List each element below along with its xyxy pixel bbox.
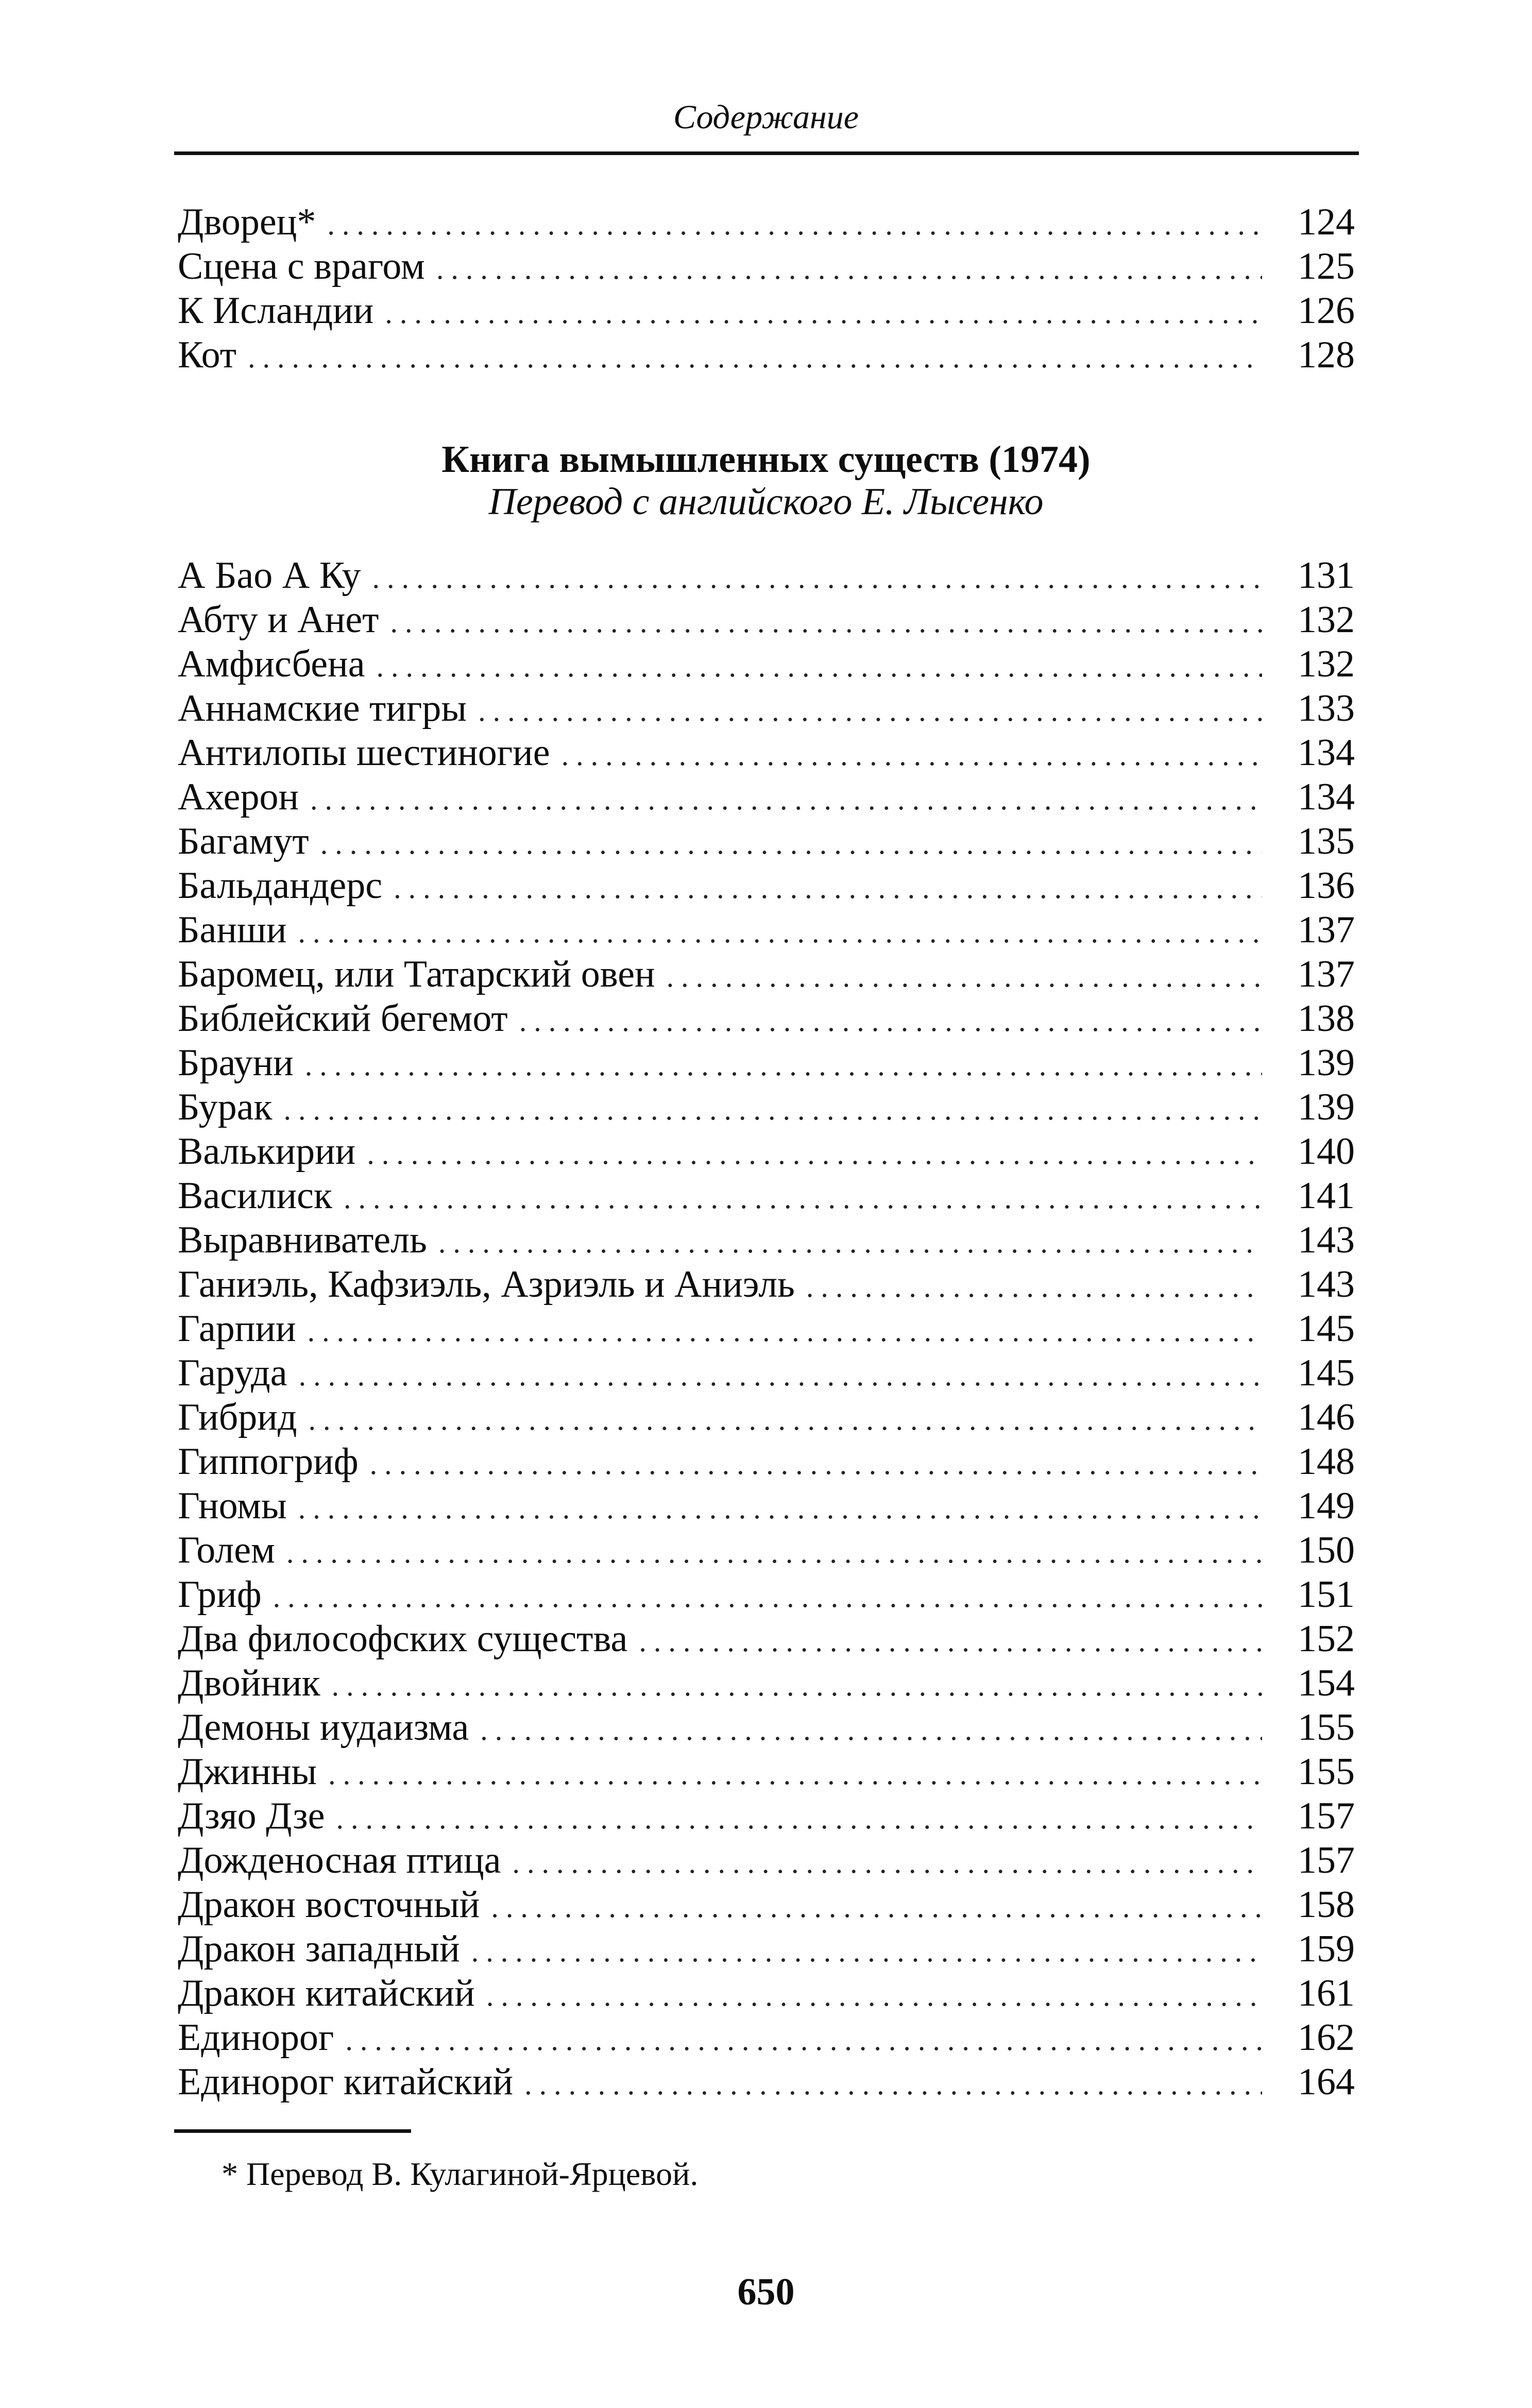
toc-entry-page: 157 xyxy=(1298,1795,1355,1837)
toc-entry xyxy=(178,1794,1355,1838)
toc-entry xyxy=(178,1705,1355,1750)
toc-entry-title: Дракон восточный xyxy=(178,1884,480,1926)
toc-entry-title: Дракон западный xyxy=(178,1928,460,1970)
toc-entry xyxy=(178,1041,1355,1085)
toc-entry-page: 154 xyxy=(1298,1662,1355,1704)
toc-entry-title: Ахерон xyxy=(178,776,299,818)
toc-leader-dots xyxy=(328,1752,1262,1796)
toc-leader-dots xyxy=(480,1708,1262,1752)
section-heading: Книга вымышленных существ (1974) xyxy=(441,438,1091,481)
toc-entry-title: Амфисбена xyxy=(178,643,365,685)
toc-entry-title: Дракон китайский xyxy=(178,1972,475,2014)
toc-leader-dots xyxy=(308,1398,1262,1442)
toc-entry-title: Дожденосная птица xyxy=(178,1839,501,1881)
toc-leader-dots xyxy=(519,999,1262,1043)
toc-entry-page: 146 xyxy=(1298,1396,1355,1438)
toc-entry-title: Гибрид xyxy=(178,1396,297,1438)
toc-entry xyxy=(178,996,1355,1041)
toc-entry-title: Сцена с врагом xyxy=(178,245,425,287)
toc-entry-title: Демоны иудаизма xyxy=(178,1706,469,1749)
toc-leader-dots xyxy=(286,1531,1262,1575)
toc-entry xyxy=(178,1307,1355,1351)
toc-entry xyxy=(178,1750,1355,1794)
toc-entry-title: Валькирии xyxy=(178,1130,356,1173)
running-head: Содержание xyxy=(673,98,859,136)
toc-entry-page: 133 xyxy=(1298,687,1355,730)
toc-leader-dots xyxy=(491,1885,1262,1929)
toc-leader-dots xyxy=(394,866,1262,910)
toc-entry-page: 128 xyxy=(1298,334,1355,376)
toc-leader-dots xyxy=(308,1309,1262,1353)
toc-leader-dots xyxy=(390,600,1262,645)
toc-entry-page: 149 xyxy=(1298,1485,1355,1527)
toc-entry-page: 145 xyxy=(1298,1352,1355,1394)
toc-leader-dots xyxy=(436,247,1262,291)
toc-entry-title: Голем xyxy=(178,1529,275,1571)
toc-entry xyxy=(178,1129,1355,1174)
toc-entry xyxy=(178,1218,1355,1262)
toc-entry xyxy=(178,775,1355,819)
toc-leader-dots xyxy=(299,1353,1262,1398)
toc-entry-title: Баромец, или Татарский овен xyxy=(178,953,655,995)
toc-entry-title: Двойник xyxy=(178,1662,320,1704)
toc-entry-title: Брауни xyxy=(178,1042,294,1084)
toc-entry-title: Два философских существа xyxy=(178,1618,628,1660)
toc-leader-dots xyxy=(320,822,1262,866)
toc-leader-dots xyxy=(248,335,1262,380)
toc-entry xyxy=(178,1617,1355,1661)
toc-entry-page: 150 xyxy=(1298,1529,1355,1571)
toc-entry xyxy=(178,1927,1355,1971)
toc-entry xyxy=(178,819,1355,863)
toc-leader-dots xyxy=(370,1442,1262,1486)
page-number: 650 xyxy=(737,2271,795,2313)
toc-entry-page: 159 xyxy=(1298,1928,1355,1970)
toc-leader-dots xyxy=(377,645,1262,689)
toc-entry xyxy=(178,1971,1355,2015)
toc-entry xyxy=(178,1085,1355,1129)
toc-entry-title: Багамут xyxy=(178,820,309,862)
toc-entry-page: 161 xyxy=(1298,1972,1355,2014)
toc-entry xyxy=(178,333,1355,377)
toc-leader-dots xyxy=(305,1043,1262,1088)
toc-leader-dots xyxy=(298,1486,1262,1531)
toc-entry-title: Банши xyxy=(178,909,287,951)
toc-entry xyxy=(178,244,1355,289)
toc-entry xyxy=(178,908,1355,952)
toc-entry-page: 132 xyxy=(1298,599,1355,641)
toc-entry xyxy=(178,1174,1355,1218)
footnote-rule xyxy=(174,2129,411,2133)
toc-entry-title: Гномы xyxy=(178,1485,287,1527)
toc-entry-page: 155 xyxy=(1298,1751,1355,1793)
toc-entry-page: 134 xyxy=(1298,776,1355,818)
toc-entry-page: 140 xyxy=(1298,1130,1355,1173)
toc-entry-page: 155 xyxy=(1298,1706,1355,1749)
toc-entry xyxy=(178,2060,1355,2104)
toc-entry-page: 139 xyxy=(1298,1042,1355,1084)
toc-entry-title: Дворец* xyxy=(178,201,316,243)
toc-entry-page: 137 xyxy=(1298,909,1355,951)
toc-entry xyxy=(178,598,1355,642)
toc-entry-page: 145 xyxy=(1298,1308,1355,1350)
toc-entry xyxy=(178,1883,1355,1927)
toc-entry-page: 138 xyxy=(1298,997,1355,1040)
toc-entry-title: Единорог xyxy=(178,2016,334,2059)
toc-entry-page: 137 xyxy=(1298,953,1355,995)
toc-leader-dots xyxy=(385,291,1262,335)
toc-entry xyxy=(178,642,1355,686)
toc-leader-dots xyxy=(283,1088,1262,1132)
toc-entry-title: Кот xyxy=(178,334,237,376)
toc-entry-page: 124 xyxy=(1298,201,1355,243)
toc-leader-dots xyxy=(336,1796,1263,1841)
toc-entry xyxy=(178,863,1355,908)
toc-entry xyxy=(178,553,1355,598)
toc-leader-dots xyxy=(310,777,1262,822)
toc-leader-dots xyxy=(513,1841,1262,1885)
toc-entry xyxy=(178,1351,1355,1395)
toc-entry-page: 151 xyxy=(1298,1573,1355,1616)
toc-entry-title: Библейский бегемот xyxy=(178,997,508,1040)
toc-entry-title: Ганиэль, Кафзиэль, Азриэль и Аниэль xyxy=(178,1263,795,1305)
toc-entry xyxy=(178,1661,1355,1705)
toc-leader-dots xyxy=(273,1575,1262,1619)
toc-entry-page: 143 xyxy=(1298,1219,1355,1261)
header-rule xyxy=(174,151,1359,155)
toc-leader-dots xyxy=(438,1220,1262,1265)
toc-entry-page: 162 xyxy=(1298,2016,1355,2059)
toc-entry-page: 139 xyxy=(1298,1086,1355,1128)
toc-entry-title: Дзяо Дзе xyxy=(178,1795,325,1837)
toc-entry xyxy=(178,731,1355,775)
section-subheading: Перевод с английского Е. Лысенко xyxy=(488,481,1044,523)
toc-entry-page: 135 xyxy=(1298,820,1355,862)
toc-leader-dots xyxy=(471,1929,1262,1974)
toc-entry xyxy=(178,289,1355,333)
toc-leader-dots xyxy=(561,733,1262,777)
toc-list-bottom xyxy=(178,553,1355,2104)
toc-entry-page: 152 xyxy=(1298,1618,1355,1660)
toc-entry-page: 131 xyxy=(1298,554,1355,597)
toc-entry xyxy=(178,686,1355,731)
toc-entry-page: 164 xyxy=(1298,2061,1355,2103)
toc-leader-dots xyxy=(298,910,1262,955)
toc-leader-dots xyxy=(486,1974,1262,2018)
toc-entry-title: Абту и Анет xyxy=(178,599,379,641)
toc-leader-dots xyxy=(524,2062,1262,2107)
toc-entry xyxy=(178,1484,1355,1528)
toc-entry-page: 134 xyxy=(1298,732,1355,774)
toc-entry-page: 132 xyxy=(1298,643,1355,685)
toc-entry-title: Единорог китайский xyxy=(178,2061,514,2103)
toc-entry-page: 126 xyxy=(1298,290,1355,332)
toc-leader-dots xyxy=(345,2018,1262,2062)
toc-entry xyxy=(178,1838,1355,1883)
toc-entry-title: Бурак xyxy=(178,1086,273,1128)
toc-entry xyxy=(178,1572,1355,1617)
toc-entry xyxy=(178,1439,1355,1484)
toc-entry-page: 157 xyxy=(1298,1839,1355,1881)
toc-entry xyxy=(178,200,1355,244)
toc-leader-dots xyxy=(327,202,1262,247)
toc-leader-dots xyxy=(806,1265,1262,1309)
toc-entry-title: Бальдандерс xyxy=(178,864,383,907)
toc-entry-page: 136 xyxy=(1298,864,1355,907)
toc-entry-page: 143 xyxy=(1298,1263,1355,1305)
toc-entry-title: Гриф xyxy=(178,1573,262,1616)
footnote: * Перевод В. Кулагиной-Ярцевой. xyxy=(222,2156,699,2192)
toc-entry xyxy=(178,1395,1355,1439)
toc-list-top xyxy=(178,200,1355,377)
toc-entry-title: Джинны xyxy=(178,1751,317,1793)
toc-entry xyxy=(178,2015,1355,2060)
toc-entry-title: Антилопы шестиногие xyxy=(178,732,550,774)
toc-entry-page: 141 xyxy=(1298,1175,1355,1217)
toc-leader-dots xyxy=(639,1619,1262,1664)
toc-leader-dots xyxy=(372,556,1262,600)
toc-leader-dots xyxy=(367,1132,1262,1176)
toc-leader-dots xyxy=(478,689,1262,733)
toc-entry-page: 148 xyxy=(1298,1440,1355,1483)
toc-entry-page: 158 xyxy=(1298,1884,1355,1926)
toc-entry-title: Василиск xyxy=(178,1175,332,1217)
toc-entry xyxy=(178,952,1355,996)
toc-entry-title: А Бао А Ку xyxy=(178,554,361,597)
toc-leader-dots xyxy=(667,955,1262,999)
toc-entry-title: К Исландии xyxy=(178,290,374,332)
toc-entry-title: Выравниватель xyxy=(178,1219,427,1261)
toc-entry-title: Аннамские тигры xyxy=(178,687,467,730)
toc-entry xyxy=(178,1528,1355,1572)
toc-entry-page: 125 xyxy=(1298,245,1355,287)
toc-leader-dots xyxy=(332,1664,1262,1708)
toc-leader-dots xyxy=(344,1176,1262,1220)
toc-entry-title: Гиппогриф xyxy=(178,1440,359,1483)
toc-entry xyxy=(178,1262,1355,1307)
toc-entry-title: Гаруда xyxy=(178,1352,287,1394)
toc-entry-title: Гарпии xyxy=(178,1308,296,1350)
